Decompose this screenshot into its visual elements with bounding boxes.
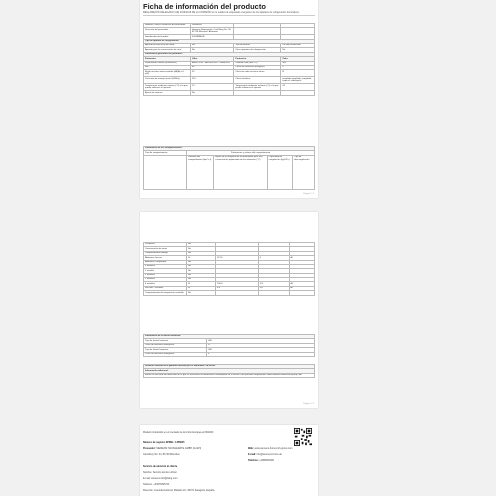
compartment-temperature-header: Ajuste de la temperatura recomendado para una conservación optimizada de los alimentos (°C) (214, 155, 267, 189)
compartment-cell (289, 291, 314, 295)
contact-heading: Servicio de atención al cliente (143, 465, 178, 468)
param-cell: SIEMENS (191, 24, 234, 28)
param-cell (234, 91, 281, 95)
param-cell: Temperatura ambiente máxima (°C) a la que puede utilizarse el aparato (234, 84, 281, 91)
param-cell: Altura 2030 · Anchura 600 · Fondo 665 (191, 61, 234, 65)
market-note: Modelo introducido en el mercado de la Unión Europea el 08/2023 (143, 431, 214, 434)
param-cell: Clase climática: (234, 77, 281, 84)
compartment-params-header: Parámetros y valores del compartimento (187, 151, 315, 155)
light-cell: Clase de eficiencia energética (144, 352, 207, 356)
light-cell: Tipo de fuente luminosa (144, 348, 207, 352)
compartment-cell: 1 estrella (144, 269, 187, 273)
param-cell: Consumo de energía anual (kWh/a) (144, 77, 191, 84)
param-cell: 80 (191, 65, 234, 69)
param-cell: Siemens Hausgeräte, Carl-Wery-Str. 34, 81739 München, Alemania (191, 28, 234, 35)
compartments-heading: Parámetros de los compartimentos: (144, 147, 315, 151)
supplier-line: Proveedor: SIEMENS HAUSGERÄTE GMBH (GmbH) (143, 447, 202, 450)
param-cell: Dimensiones totales (milímetros) (144, 61, 191, 65)
document-page-3 (140, 425, 318, 496)
param-cell: Otros aparatos de refrigeración: (234, 48, 281, 52)
param-cell: 43 (281, 84, 315, 91)
compartment-cell (216, 291, 259, 295)
page-number-2: Página 2 / 2 (303, 403, 314, 405)
compartment-type-header: Tipo de compartimento (144, 151, 187, 155)
param-cell: Clase de ruido acústico aéreo (234, 70, 281, 77)
supplier-email: E-mail: info@siemens-home.de (248, 453, 282, 456)
compartment-cell: No (187, 247, 216, 251)
compartment-cell: No (187, 251, 216, 255)
light-source-table (143, 334, 315, 357)
param-cell: Aparato para la conservación de vino: (144, 48, 191, 52)
param-cell: 10 (191, 84, 234, 91)
param-cell: Aparato de bajo nivel de ruido: (144, 44, 191, 48)
compartment-cell: Conservación de vinos (144, 247, 187, 251)
supplier-phone: Teléfono: +4989450090 (248, 459, 274, 462)
document-page-2 (140, 212, 318, 408)
param-cell: B (281, 70, 315, 77)
compartment-cell: No (187, 273, 216, 277)
additional-info-text: Enlace al sitio web del fabricante en el que se encuentra la información contemplada en el anexo II del presente Reglamento: www.siemens-home.bsh-group.com (144, 373, 315, 377)
compartment-cell: 4 (258, 256, 289, 260)
compartment-cell: 0 estrellas (144, 264, 187, 268)
param-row (144, 28, 315, 35)
document-page-1 (140, 0, 318, 198)
param-cell (281, 28, 315, 35)
light-cell: Tipo de fuente luminosa (144, 339, 207, 343)
compartment-volume-header: Volumen del compartimento (dm³ o l) (187, 155, 214, 189)
param-cell: Ruido acústico aéreo emitido (dB(A) re 1 pW) (144, 70, 191, 77)
param-row (144, 77, 315, 84)
additional-info-table (143, 364, 315, 378)
compartment-cell: 8,0 (216, 286, 259, 290)
compartment-cell: 3 estrellas (144, 278, 187, 282)
compartment-cell: No (187, 264, 216, 268)
param-cell: Temperatura ambiente mínima (°C) a la que puede utilizarse el aparato (144, 84, 191, 91)
compartment-cell: -18 (258, 282, 289, 286)
compartment-cell: Alimentos frescos (144, 256, 187, 260)
product-parameters-table (143, 23, 315, 96)
compartment-cell: Sí (187, 282, 216, 286)
param-cell: 363 (281, 61, 315, 65)
light-cell: LED (207, 339, 315, 343)
compartment-defrost-header: Tipo de descongelación (293, 155, 315, 189)
light-cell: G (207, 343, 315, 347)
section-heading: Parámetros generales del producto: (144, 52, 315, 56)
compartment-cell: No (187, 243, 216, 247)
compartment-cell: Compartimento de temperatura variable (144, 291, 187, 295)
param-cell: 35 (191, 70, 234, 77)
compartment-cell: Af (289, 282, 314, 286)
compartment-cell: Despensa (144, 243, 187, 247)
param-row (144, 70, 315, 77)
compartment-cell: -18 (258, 286, 289, 290)
contact-address: Dirección: Avenida Gutiérrez Mellado s/n, 50071 Zaragoza, España (143, 489, 215, 492)
param-cell: Clase de eficiencia energética (234, 65, 281, 69)
param-cell: No (191, 44, 234, 48)
compartment-cell: Compartimento bodega (144, 251, 187, 255)
param-row (144, 84, 315, 91)
compartment-cell: No (187, 278, 216, 282)
param-cell: No (191, 48, 234, 52)
compartment-cell: No (187, 291, 216, 295)
param-cell: Dirección del proveedor: (144, 28, 191, 35)
param-cell: Valor (281, 57, 315, 61)
page-number-1: Página 1 / 2 (303, 193, 314, 195)
compartment-row (144, 291, 315, 295)
param-cell: templado ampliado, templado, tropical, subtropical (281, 77, 315, 84)
param-cell: No (191, 91, 234, 95)
compartment-values-table (143, 242, 315, 296)
compartment-cell: 257,0 (216, 256, 259, 260)
light-cell: Clase de eficiencia energética (144, 343, 207, 347)
compartment-cell: Af (289, 286, 314, 290)
compartment-freezing-header: Capacidad de congelación (kg/24 h) (267, 155, 293, 189)
compartment-cell: Sí (187, 256, 216, 260)
contact-phone: Teléfono: +34976305714 (143, 483, 170, 486)
param-cell: KG39NAIDR (191, 35, 234, 39)
qr-code-icon (294, 428, 312, 446)
param-cell: Valor (191, 57, 234, 61)
param-cell: Volumen total (dm³ o l) (234, 61, 281, 65)
warranty-text: Duración mínima de la garantía ofrecida por el fabricante: 24 meses (144, 365, 315, 369)
param-cell (281, 91, 315, 95)
param-row (144, 91, 315, 95)
document-subtitle: REGLAMENTO DELEGADO (UE) 2019/2016 DE LA COMISIÓN en lo relativo al etiquetado energético de los aparatos de refrigeración domésticos (143, 11, 315, 16)
compartment-cell: No (187, 260, 216, 264)
compartment-cell: No (187, 269, 216, 273)
param-cell: Parámetro (234, 57, 281, 61)
compartment-cell: Sección 2 estrellas (144, 286, 187, 290)
param-cell: Parámetro (144, 57, 191, 61)
compartment-cell: Alimentos congelados (144, 260, 187, 264)
param-cell (234, 28, 281, 35)
param-cell: Ajuste de invierno (144, 91, 191, 95)
param-cell: De libre instalación (281, 44, 315, 48)
light-cell: F (207, 352, 315, 356)
compartment-cell: Af (289, 256, 314, 260)
param-cell: 214 (191, 77, 234, 84)
param-cell: Nombre o marca comercial del proveedor: (144, 24, 191, 28)
section-heading: Tipo de aparato de refrigeración: (144, 39, 315, 43)
contact-name: Nombre: Servicio técnico oficial (143, 471, 177, 474)
supplier-address: Carl-Wery-Str. 34, 81739 München (143, 453, 180, 456)
param-cell: IEE (144, 65, 191, 69)
compartment-parameters-table (143, 146, 315, 190)
param-cell: C (281, 65, 315, 69)
contact-email: E-mail: siemens-info@bshg.com (143, 477, 178, 480)
compartment-cell: 4 estrellas (144, 282, 187, 286)
light-source-heading: Parámetros de la fuente luminosa: (144, 335, 315, 339)
param-cell: Tipo de diseño: (234, 44, 281, 48)
document-title: Ficha de información del producto (143, 2, 266, 11)
light-row (144, 352, 315, 356)
compartment-cell: 106,0 (216, 282, 259, 286)
param-cell: No (281, 48, 315, 52)
compartment-cell: 2 estrellas (144, 273, 187, 277)
light-cell: LED (207, 348, 315, 352)
compartment-cell (258, 291, 289, 295)
supplier-web: Web: www.siemens-home.bsh-group.com (248, 447, 293, 450)
param-cell: Identificador del modelo: (144, 35, 191, 39)
eprel-number: Número de registro EPREL: 1458025 (143, 441, 185, 444)
additional-info-label: Información adicional: (144, 369, 315, 373)
compartment-cell: Sí (187, 286, 216, 290)
